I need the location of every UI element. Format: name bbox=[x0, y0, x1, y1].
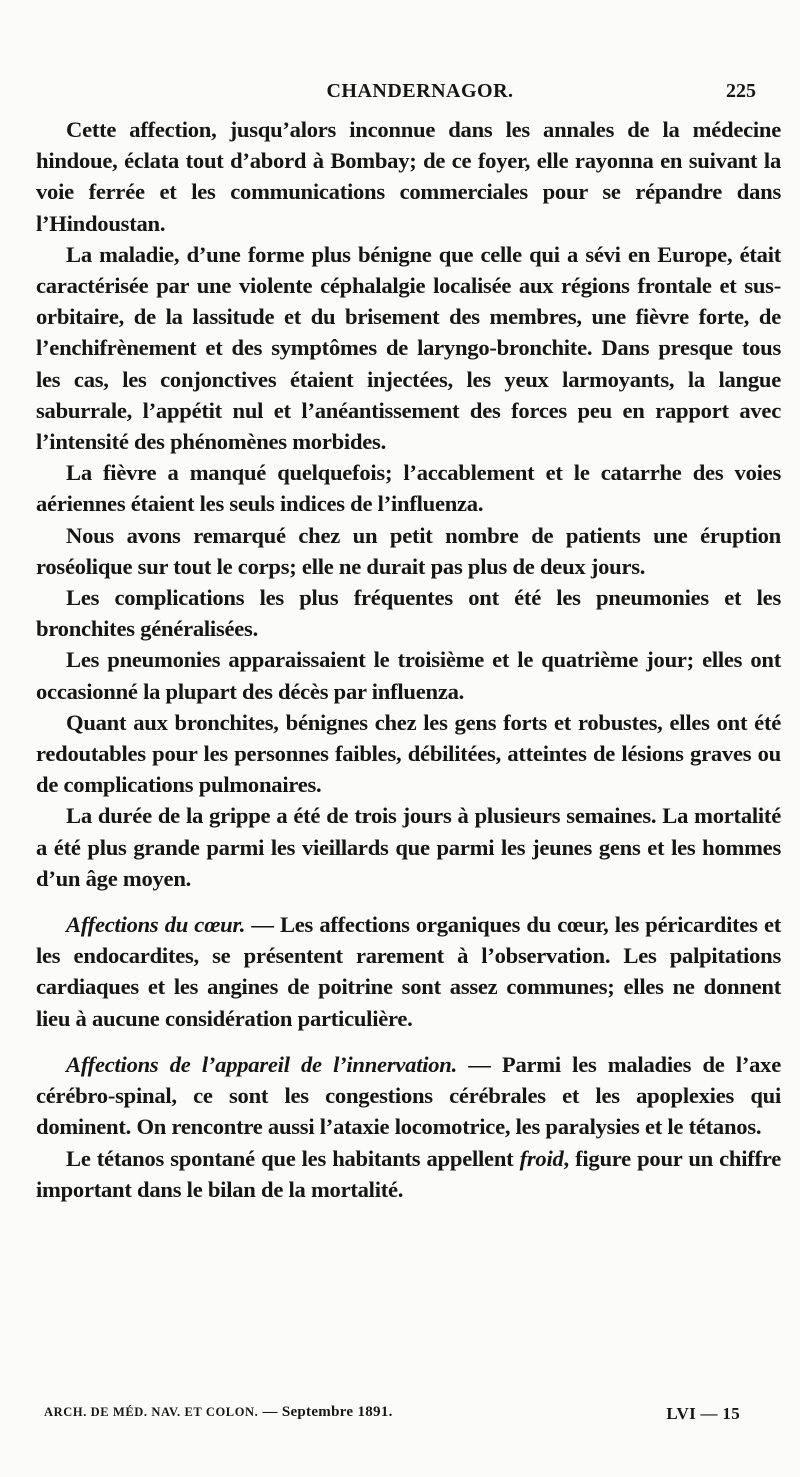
footer-journal: ARCH. DE MÉD. NAV. ET COLON. bbox=[44, 1405, 259, 1419]
paragraph-symptoms: La maladie, d’une forme plus bénigne que celle qui a sévi en Europe, était caractérisée par une violente céphalalgie localisée aux régions frontale et sus-orbitaire, de la lassitude et du brisement des membres, une fièvre forte, de l’enchifrènement et des symptômes de laryngo-bronchite. Dans presque tous les cas, les conjonctives étaient injectées, les yeux larmoyants, la langue saburrale, l’appétit nul et l’anéantissement des forces peu en rapport avec l’intensité des phénomènes morbides. bbox=[36, 241, 781, 455]
section-heart-title: Affections du cœur. bbox=[66, 912, 246, 938]
section-nervous-text: — Parmi les maladies de l’axe cérébro-spinal, ce sont les congestions cérébrales et les apoplexies qui dominent. On rencontre aussi l’ataxie locomotrice, les paralysies et le tétanos. bbox=[36, 1051, 781, 1140]
section-heart-affections bbox=[36, 909, 781, 1034]
paragraph-eruption: Nous avons remarqué chez un petit nombre de patients une éruption roséolique sur tout le corps; elle ne durait pas plus de deux jours. bbox=[36, 522, 781, 579]
footer-volume: LVI — 15 bbox=[666, 1404, 740, 1423]
tetanos-text-after: , figure pour un chiffre important dans le bilan de la mortalité. bbox=[36, 1145, 781, 1202]
paragraph-influenza-origin: Cette affection, jusqu’alors inconnue dans les annales de la médecine hindoue, éclata tout d’abord à Bombay; de ce foyer, elle rayonna en suivant la voie ferrée et les communications commerciales pour se répandre dans l’Hindoustan. bbox=[36, 117, 781, 236]
section-heart-text: — Les affections organiques du cœur, les péricardites et les endocardites, se présentent rarement à l’observation. Les palpitations cardiaques et les angines de poitrine sont assez communes; elles ne donnent lieu à aucune considération particulière. bbox=[36, 912, 781, 1031]
tetanos-italic-word: froid bbox=[519, 1145, 564, 1171]
paragraph-complications: Les complications les plus fréquentes ont été les pneumonies et les bronchites généralisées. bbox=[36, 585, 781, 642]
footer-journal-line bbox=[44, 1404, 393, 1421]
paragraph-pneumonia: Les pneumonies apparaissaient le troisième et le quatrième jour; elles ont occasionné la plupart des décès par influenza. bbox=[36, 647, 781, 704]
page-number: 225 bbox=[726, 80, 756, 102]
paragraph-bronchitis: Quant aux bronchites, bénignes chez les gens forts et robustes, elles ont été redoutables pour les personnes faibles, débilitées, atteintes de lésions graves ou de complications pulmonaires. bbox=[36, 709, 781, 798]
page-header bbox=[36, 80, 764, 110]
paragraph-fever: La fièvre a manqué quelquefois; l’accablement et le catarrhe des voies aériennes étaient les seuls indices de l’influenza. bbox=[36, 460, 781, 517]
paragraph-duration-mortality: La durée de la grippe a été de trois jours à plusieurs semaines. La mortalité a été plus grande parmi les vieillards que parmi les jeunes gens et les hommes d’un âge moyen. bbox=[36, 803, 781, 891]
section-nervous-affections bbox=[36, 1049, 781, 1143]
paragraph-tetanos bbox=[36, 1143, 781, 1205]
section-nervous-title: Affections de l’appareil de l’innervation. bbox=[66, 1051, 458, 1077]
footer-separator: — bbox=[258, 1404, 282, 1420]
running-title: CHANDERNAGOR. bbox=[326, 80, 514, 102]
tetanos-text-before: Le tétanos spontané que les habitants appellent bbox=[66, 1145, 520, 1171]
footer-date: Septembre 1891. bbox=[281, 1404, 393, 1420]
page-body bbox=[36, 114, 781, 1205]
